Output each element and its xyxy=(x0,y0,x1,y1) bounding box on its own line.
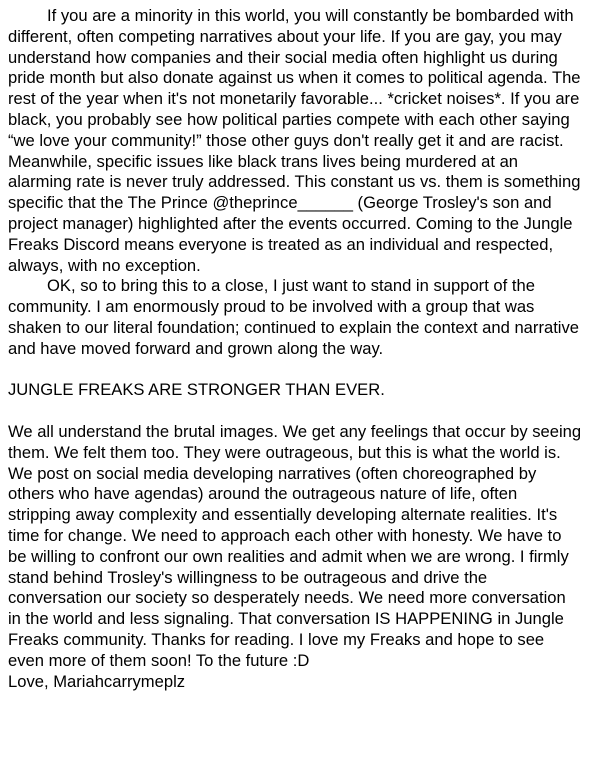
paragraph-spacer xyxy=(8,401,582,422)
signature: Love, Mariahcarrymeplz xyxy=(8,671,186,691)
paragraph-closing: OK, so to bring this to a close, I just want to stand in support of the community. I am enormously proud to be involved with a group that was shaken to our literal foundation; continued to explain the context and narrative and have moved forward and grown along the way. xyxy=(8,276,580,358)
paragraph-spacer xyxy=(8,360,582,381)
paragraph-brutal-images: We all understand the brutal images. We get any feelings that occur by seeing them. We felt them too. They were outrageous, but this is what the world is. We post on social media developing narratives (often choreographed by others who have agendas) around the outrageous nature of life, often stripping away complexity and essentially developing alternate realities. It's time for change. We need to approach each other with honesty. We have to be willing to confront our own realities and admit when we are wrong. I firmly stand behind Trosley's willingness to be outrageous and drive the conversation our society so desperately needs. We need more conversation in the world and less signaling. That conversation IS HAPPENING in Jungle Freaks community. Thanks for reading. I love my Freaks and hope to see even more of them soon! To the future :D xyxy=(8,421,582,670)
paragraph-minority: If you are a minority in this world, you will constantly be bombarded with different, often competing narratives about your life. If you are gay, you may understand how companies and their social media often highlight us during pride month but also donate against us when it comes to political agenda. The rest of the year when it's not monetarily favorable... *cricket noises*. If you are black, you probably see how political parties compete with each other saying “we love your community!” those other guys don't really get it and are racist. Meanwhile, specific issues like black trans lives being murdered at an alarming rate is never truly addressed. This constant us vs. them is something specific that the The Prince @theprince______ (George Trosley's son and project manager) highlighted after the events occurred. Coming to the Jungle Freaks Discord means everyone is treated as an individual and respected, always, with no exception. xyxy=(8,6,581,275)
paragraph-headline: JUNGLE FREAKS ARE STRONGER THAN EVER. xyxy=(8,380,385,400)
